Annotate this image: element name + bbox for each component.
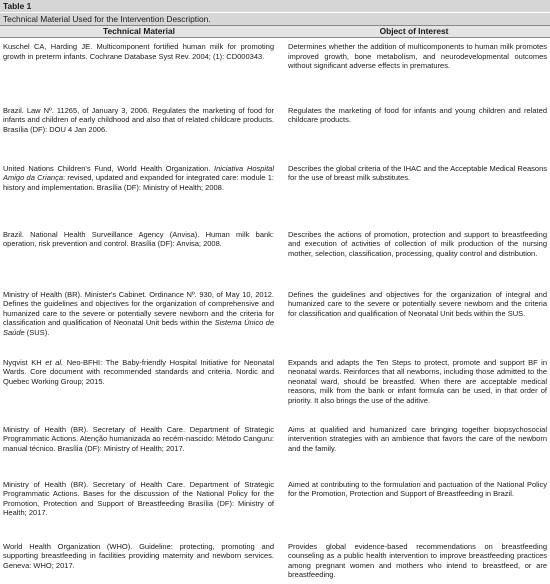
table-row (0, 286, 550, 354)
table-row (0, 421, 550, 476)
interest-cell: Defines the guidelines and objectives for the organization of integral and humanized care to the severe or potentially severe newborn and the criteria for classification and qualification of Neonatal Unit beds within the SUS. (288, 289, 547, 318)
table-label: Table 1 (0, 0, 550, 12)
material-cell: Ministry of Health (BR). Secretary of Health Care. Department of Strategic Programmatic Actions. Atenção humanizada ao recém-nascido: Método Canguru: manual técnico. Brasília (DF): Ministry of Health; 2017. (3, 424, 274, 453)
table-row (0, 354, 550, 421)
interest-cell: Describes the actions of promotion, protection and support to breastfeeding and execution of activities of collection of milk production of the nursing mother, selection, classification, processing, quality control and distribution. (288, 229, 547, 258)
material-cell: Ministry of Health (BR). Minister's Cabinet. Ordinance Nº. 930, of May 10, 2012. Defines the guidelines and objectives for the organization of comprehensive and humanized care to the severe or potentially severe newborn and the criteria for classification and qualification of Neonatal Unit beds within the Sistema Único de Saúde (SUS). (3, 289, 274, 337)
interest-cell: Determines whether the addition of multicomponents to human milk promotes improved growth, bone metabolism, and neurodevelopmental outcomes without significant adverse effects in prematures. (288, 42, 547, 71)
material-cell: Brazil. National Health Surveillance Agency (Anvisa). Human milk bank: operation, risk prevention and control. Brasília (DF): Anvisa; 2008. (3, 229, 274, 249)
interest-cell: Provides global evidence-based recommendations on breastfeeding counseling as a public health intervention to improve breastfeeding practices among pregnant women and mothers who intend to breastfeed, or are breastfeeding. (288, 541, 547, 580)
table-row (0, 102, 550, 160)
table-row (0, 38, 550, 102)
material-cell: World Health Organization (WHO). Guideline: protecting, promoting and supporting breastfeeding in facilities providing maternity and newborn services. Geneva: WHO; 2017. (3, 541, 274, 570)
material-cell: Kuschel CA, Harding JE. Multicomponent fortified human milk for promoting growth in preterm infants. Cochrane Database Syst Rev. 2004; (1): CD000343. (3, 42, 274, 61)
table-row (0, 476, 550, 538)
material-cell: Nyqvist KH et al. Neo-BFHI: The Baby-friendly Hospital Initiative for Neonatal Wards. Core document with recommended standards and criteria. Nordic and Quebec Working Group; 2015. (3, 357, 274, 386)
interest-cell: Aimed at contributing to the formulation and pactuation of the National Policy for the Promotion, Protection and Support of Breastfeeding in Brazil. (288, 479, 547, 499)
material-cell: United Nations Children's Fund, World Health Organization. Iniciativa Hospital Amigo da Criança: revised, updated and expanded for integrated care: module 1: history and implementation. Brasília (DF): Ministry of Health; 2008. (3, 163, 275, 192)
material-cell: Ministry of Health (BR). Secretary of Health Care. Department of Strategic Programmatic Actions. Bases for the discussion of the National Policy for the Promotion, Protection and Support of Breastfeeding Brasília (DF): Ministry of Health; 2017. (3, 479, 274, 518)
table-caption: Technical Material Used for the Intervention Description. (0, 13, 550, 25)
interest-cell: Aims at qualified and humanized care bringing together biopsychosocial intervention strategies with an ambience that favors the care of the newborn and the family. (288, 424, 547, 453)
table-row (0, 538, 550, 584)
interest-cell: Regulates the marketing of food for infants and young children and related childcare products. (288, 105, 547, 125)
reference-table (0, 25, 550, 584)
header-object-of-interest: Object of Interest (278, 26, 550, 38)
header-row (0, 26, 550, 38)
material-cell: Brazil. Law Nº. 11265, of January 3, 2006. Regulates the marketing of food for infants and children of early childhood and also that of related childcare products. Brasília (DF): DOU 4 Jan 2006. (3, 105, 274, 134)
interest-cell: Describes the global criteria of the IHAC and the Acceptable Medical Reasons for the use of breast milk substitutes. (288, 163, 547, 183)
table-row (0, 160, 550, 226)
interest-cell: Expands and adapts the Ten Steps to protect, promote and support BF in neonatal wards. Reinforces that all newborns, including those admitted to the neonatal ward, should be breastfed. When there are acceptable medical reasons, milk from the bank or infant formula can be used, in that order of priority. It also brings the use of the aditive. (288, 357, 547, 405)
header-technical-material: Technical Material (0, 26, 278, 38)
table-row (0, 226, 550, 286)
